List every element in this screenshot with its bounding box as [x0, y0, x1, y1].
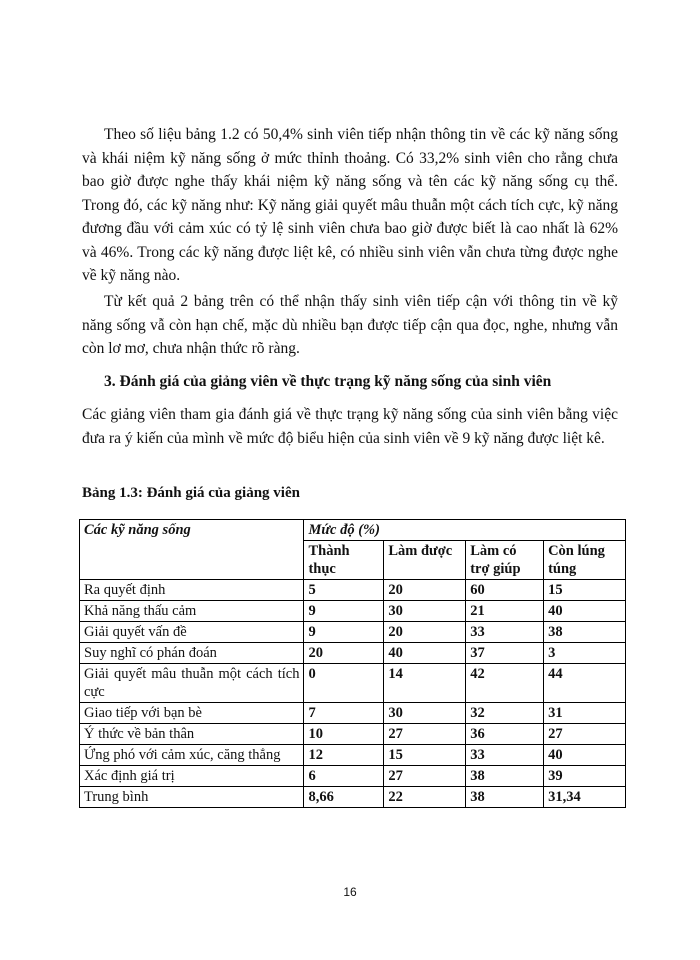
value-cell: 38 — [544, 622, 626, 643]
page-number: 16 — [343, 885, 357, 899]
skill-cell: Ý thức về bản thân — [80, 724, 304, 745]
skill-cell: Suy nghĩ có phán đoán — [80, 643, 304, 664]
table-row — [80, 580, 626, 601]
table-row — [80, 787, 626, 808]
section-heading: 3. Đánh giá của giảng viên về thực trạng kỹ năng sống của sinh viên — [104, 373, 552, 390]
value-cell: 31,34 — [544, 787, 626, 808]
value-cell: 27 — [384, 766, 466, 787]
value-cell: 42 — [466, 664, 544, 703]
value-cell: 5 — [304, 580, 384, 601]
paragraph-3: Các giảng viên tham gia đánh giá về thực trạng kỹ năng sống của sinh viên bằng việc đưa ra ý kiến của mình về mức độ biểu hiện của sinh viên về 9 kỹ năng được liệt kê. — [82, 406, 618, 447]
value-cell: 15 — [384, 745, 466, 766]
skill-cell: Giao tiếp với bạn bè — [80, 703, 304, 724]
value-cell: 30 — [384, 601, 466, 622]
skill-cell: Trung bình — [80, 787, 304, 808]
value-cell: 39 — [544, 766, 626, 787]
header-col-3: Làm có trợ giúp — [466, 541, 544, 580]
table-row — [80, 766, 626, 787]
value-cell: 21 — [466, 601, 544, 622]
skill-cell: Giải quyết vấn đề — [80, 622, 304, 643]
value-cell: 9 — [304, 622, 384, 643]
value-cell: 31 — [544, 703, 626, 724]
value-cell: 38 — [466, 787, 544, 808]
table-caption: Bảng 1.3: Đánh giá của giảng viên — [82, 485, 300, 501]
value-cell: 33 — [466, 622, 544, 643]
value-cell: 15 — [544, 580, 626, 601]
header-col-2: Làm được — [384, 541, 466, 580]
value-cell: 7 — [304, 703, 384, 724]
paragraph-2: Từ kết quả 2 bảng trên có thể nhận thấy sinh viên tiếp cận với thông tin về kỹ năng sống vẫ còn hạn chế, mặc dù nhiều bạn được tiếp cận qua đọc, nghe, nhưng vẫn còn lơ mơ, chưa nhận thức rõ ràng. — [82, 293, 618, 357]
value-cell: 36 — [466, 724, 544, 745]
table-row — [80, 601, 626, 622]
header-skill: Các kỹ năng sống — [80, 520, 304, 580]
table-header-row — [80, 520, 626, 541]
value-cell: 20 — [304, 643, 384, 664]
value-cell: 27 — [544, 724, 626, 745]
value-cell: 38 — [466, 766, 544, 787]
value-cell: 20 — [384, 622, 466, 643]
value-cell: 40 — [384, 643, 466, 664]
skill-cell: Khả năng thấu cảm — [80, 601, 304, 622]
value-cell: 30 — [384, 703, 466, 724]
header-level: Mức độ (%) — [304, 520, 626, 541]
value-cell: 44 — [544, 664, 626, 703]
value-cell: 32 — [466, 703, 544, 724]
value-cell: 6 — [304, 766, 384, 787]
header-col-1: Thành thục — [304, 541, 384, 580]
value-cell: 10 — [304, 724, 384, 745]
table-row — [80, 622, 626, 643]
skill-cell: Ứng phó với cảm xúc, căng thẳng — [80, 745, 304, 766]
skill-cell: Ra quyết định — [80, 580, 304, 601]
value-cell: 33 — [466, 745, 544, 766]
value-cell: 40 — [544, 601, 626, 622]
table-row — [80, 664, 626, 703]
value-cell: 8,66 — [304, 787, 384, 808]
table-row — [80, 703, 626, 724]
value-cell: 0 — [304, 664, 384, 703]
value-cell: 3 — [544, 643, 626, 664]
value-cell: 14 — [384, 664, 466, 703]
table-row — [80, 745, 626, 766]
skills-table — [79, 519, 626, 808]
value-cell: 12 — [304, 745, 384, 766]
value-cell: 60 — [466, 580, 544, 601]
skill-cell: Giải quyết mâu thuẫn một cách tích cực — [80, 664, 304, 703]
table-row — [80, 643, 626, 664]
value-cell: 37 — [466, 643, 544, 664]
skill-cell: Xác định giá trị — [80, 766, 304, 787]
value-cell: 9 — [304, 601, 384, 622]
value-cell: 20 — [384, 580, 466, 601]
header-col-4: Còn lúng túng — [544, 541, 626, 580]
paragraph-1: Theo số liệu bảng 1.2 có 50,4% sinh viên tiếp nhận thông tin về các kỹ năng sống và khái niệm kỹ năng sống ở mức thỉnh thoảng. Có 33,2% sinh viên cho rằng chưa bao giờ được nghe thấy khái niệm kỹ năng sống và tên các kỹ năng sống cụ thể. Trong đó, các kỹ năng như: Kỹ năng giải quyết mâu thuẫn một cách tích cực, kỹ năng đương đầu với cảm xúc có tỷ lệ sinh viên chưa bao giờ được biết là cao nhất là 62% và 46%. Trong các kỹ năng được liệt kê, có nhiều sinh viên vẫn chưa từng được nghe về kỹ năng nào. — [82, 126, 618, 284]
value-cell: 40 — [544, 745, 626, 766]
value-cell: 27 — [384, 724, 466, 745]
value-cell: 22 — [384, 787, 466, 808]
table-row — [80, 724, 626, 745]
